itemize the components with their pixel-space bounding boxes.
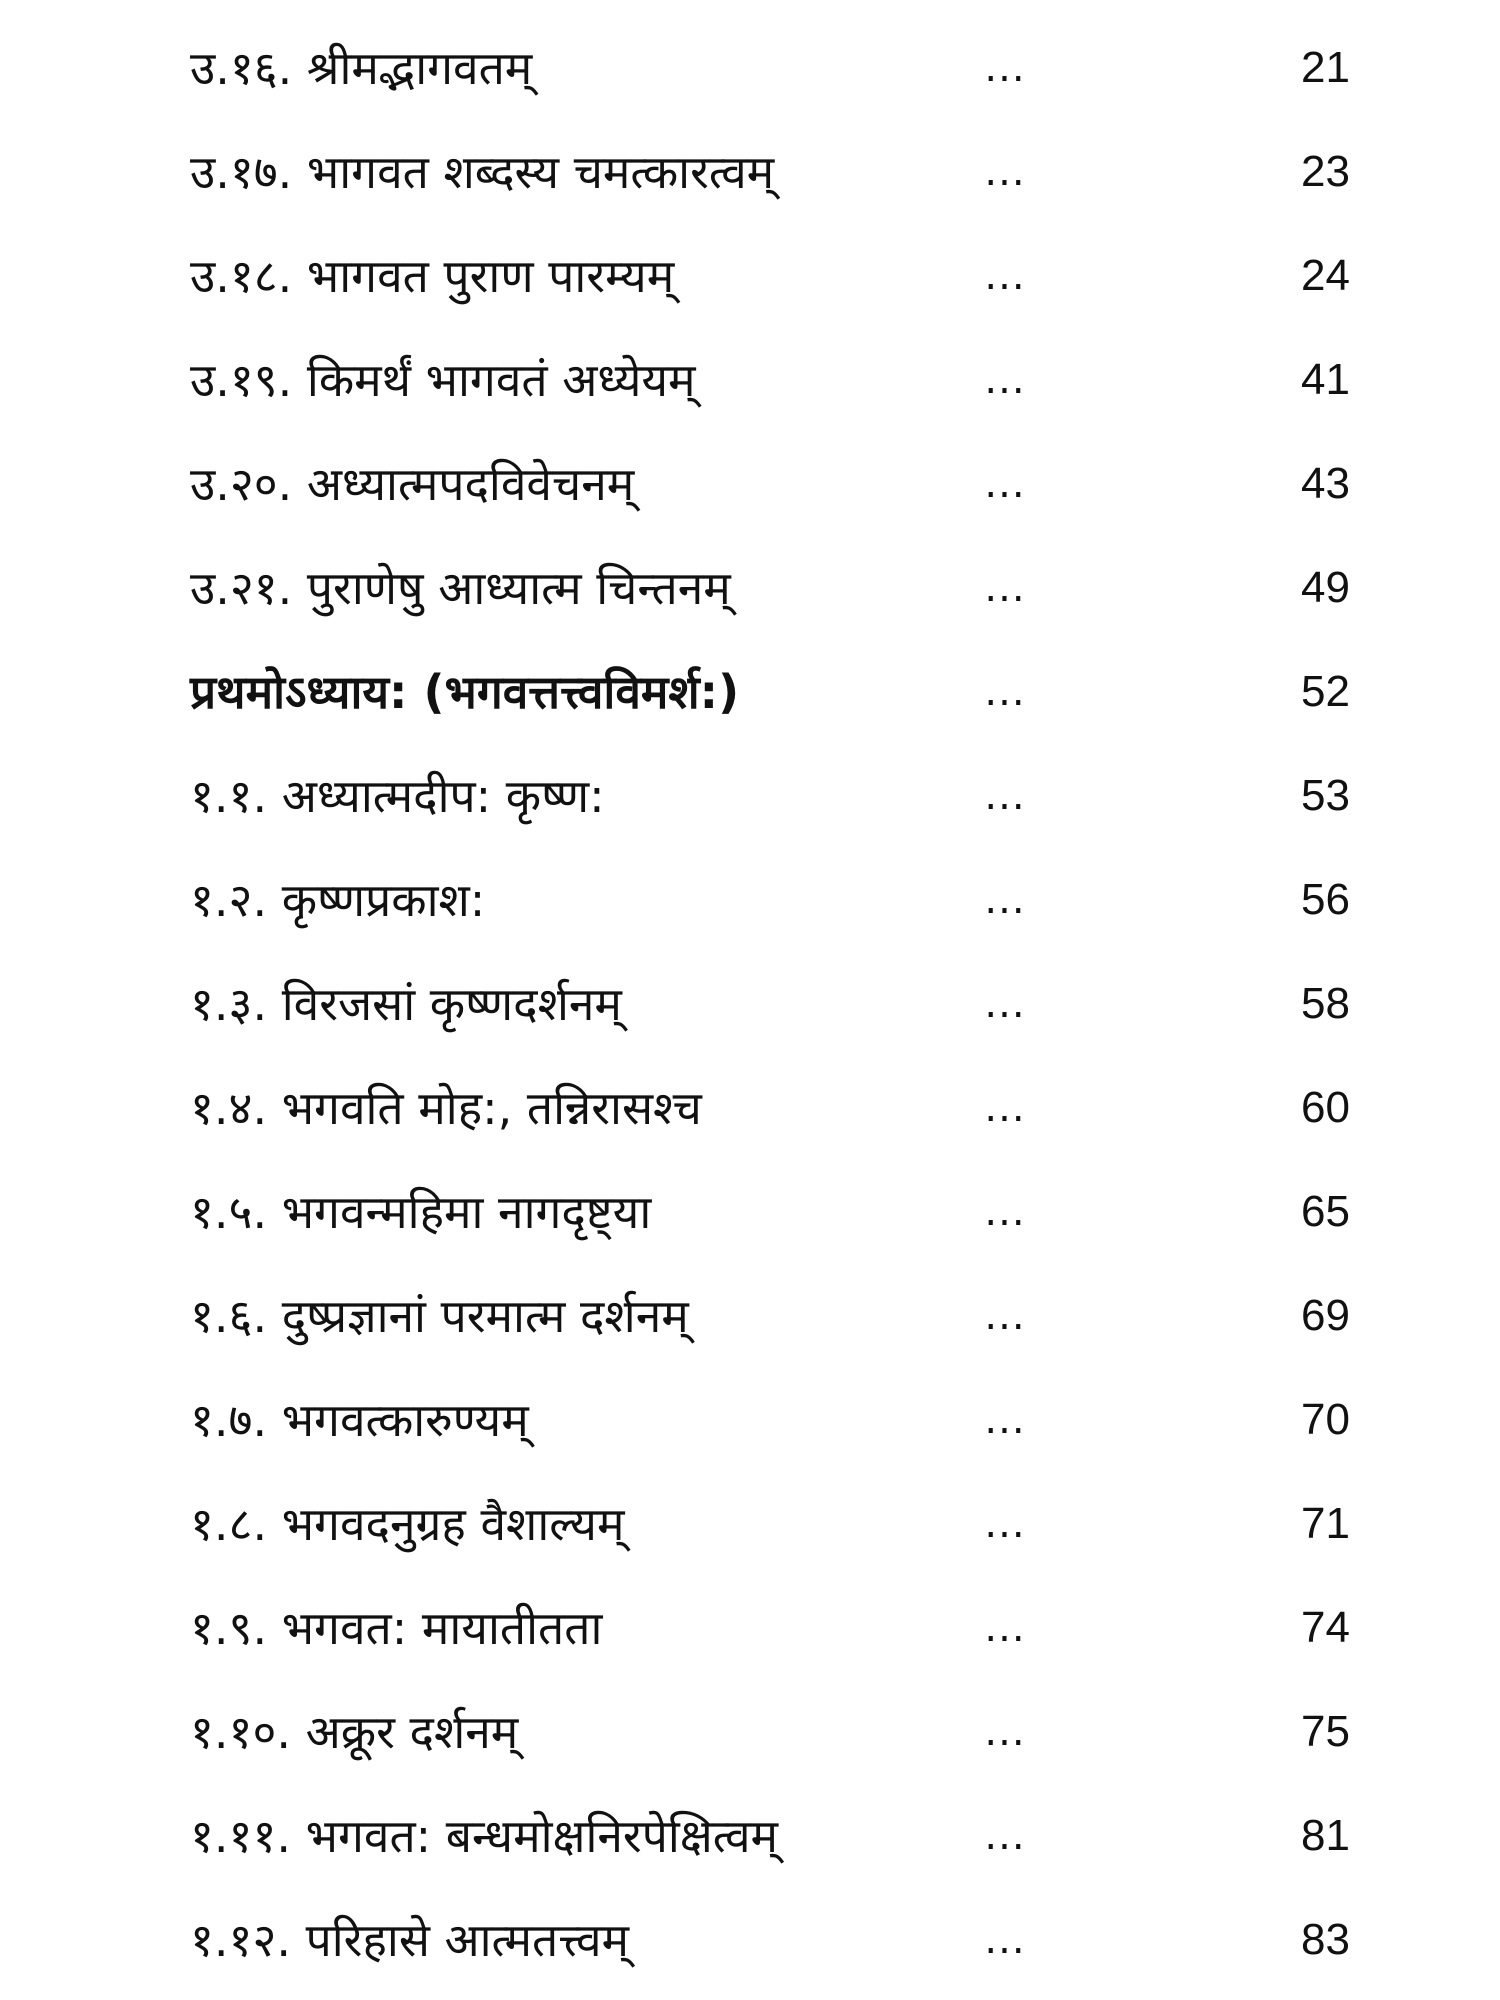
toc-entry-page: 60 bbox=[1301, 1083, 1350, 1132]
toc-entry bbox=[0, 1382, 1500, 1462]
toc-entry bbox=[0, 342, 1500, 422]
toc-entry-page: 70 bbox=[1301, 1395, 1350, 1444]
toc-entry-page: 56 bbox=[1301, 875, 1350, 924]
toc-entry-leader: ... bbox=[984, 1813, 1026, 1859]
toc-entry-page: 65 bbox=[1301, 1187, 1350, 1236]
toc-entry-leader: ... bbox=[984, 1189, 1026, 1235]
toc-entry bbox=[0, 30, 1500, 110]
toc-entry-page: 53 bbox=[1301, 771, 1350, 820]
toc-entry-title: १.१२. परिहासे आत्मतत्त्वम् bbox=[190, 1913, 630, 1967]
toc-entry bbox=[0, 966, 1500, 1046]
toc-entry-leader: ... bbox=[984, 877, 1026, 923]
toc-entry bbox=[0, 1070, 1500, 1150]
toc-entry-page: 23 bbox=[1301, 147, 1350, 196]
toc-entry bbox=[0, 1278, 1500, 1358]
toc-entry-page: 83 bbox=[1301, 1915, 1350, 1964]
toc-entry bbox=[0, 1486, 1500, 1566]
toc-entry bbox=[0, 1694, 1500, 1774]
toc-entry-title: १.११. भगवत: बन्धमोक्षनिरपेक्षित्वम् bbox=[190, 1809, 779, 1863]
toc-entry-page: 69 bbox=[1301, 1291, 1350, 1340]
toc-entry-page: 43 bbox=[1301, 459, 1350, 508]
toc-entry-leader: ... bbox=[984, 1293, 1026, 1339]
toc-entry bbox=[0, 238, 1500, 318]
toc-entry-leader: ... bbox=[984, 461, 1026, 507]
toc-entry-page: 58 bbox=[1301, 979, 1350, 1028]
toc-entry bbox=[0, 1590, 1500, 1670]
toc-entry-leader: ... bbox=[984, 253, 1026, 299]
toc-entry-page: 49 bbox=[1301, 563, 1350, 612]
toc-entry-title: उ.२०. अध्यात्मपदविवेचनम् bbox=[190, 457, 635, 511]
toc-entry-leader: ... bbox=[984, 1501, 1026, 1547]
toc-entry-leader: ... bbox=[984, 565, 1026, 611]
toc-entry-title: १.१. अध्यात्मदीप: कृष्ण: bbox=[190, 769, 605, 823]
toc-entry-leader: ... bbox=[984, 1709, 1026, 1755]
toc-entry-leader: ... bbox=[984, 149, 1026, 195]
toc-entry-title: १.९. भगवत: मायातीतता bbox=[190, 1601, 603, 1655]
toc-entry bbox=[0, 1902, 1500, 1982]
toc-entry-leader: ... bbox=[984, 1397, 1026, 1443]
toc-entry-title: १.४. भगवति मोह:, तन्निरासश्च bbox=[190, 1081, 702, 1135]
toc-entry-leader: ... bbox=[984, 357, 1026, 403]
toc-entry-title: उ.१९. किमर्थं भागवतं अध्येयम् bbox=[190, 353, 696, 407]
toc-entry-title: १.७. भगवत्कारुण्यम् bbox=[190, 1393, 529, 1447]
toc-entry-title: १.६. दुष्प्रज्ञानां परमात्म दर्शनम् bbox=[190, 1289, 689, 1343]
toc-chapter-heading bbox=[0, 654, 1500, 734]
toc-entry-page: 81 bbox=[1301, 1811, 1350, 1860]
toc-entry-title: उ.१८. भागवत पुराण पारम्यम् bbox=[190, 249, 675, 303]
toc-entry bbox=[0, 550, 1500, 630]
toc-entry-title: उ.१६. श्रीमद्भागवतम् bbox=[190, 41, 533, 95]
toc-entry-leader: ... bbox=[984, 981, 1026, 1027]
toc-entry-page: 74 bbox=[1301, 1603, 1350, 1652]
toc-entry-title: १.१०. अक्रूर दर्शनम् bbox=[190, 1705, 519, 1759]
toc-entry-title: १.२. कृष्णप्रकाश: bbox=[190, 873, 486, 927]
toc-entry bbox=[0, 134, 1500, 214]
toc-entry bbox=[0, 758, 1500, 838]
toc-entry-title: उ.१७. भागवत शब्दस्य चमत्कारत्वम् bbox=[190, 145, 775, 199]
toc-entry bbox=[0, 446, 1500, 526]
toc-entry-title: उ.२१. पुराणेषु आध्यात्म चिन्तनम् bbox=[190, 561, 731, 615]
toc-entry-leader: ... bbox=[984, 1605, 1026, 1651]
toc-chapter-title: प्रथमोऽध्याय: (भगवत्तत्त्वविमर्श:) bbox=[190, 665, 740, 719]
toc-entry-title: १.३. विरजसां कृष्णदर्शनम् bbox=[190, 977, 622, 1031]
toc-entry-leader: ... bbox=[984, 669, 1026, 715]
toc-entry-leader: ... bbox=[984, 45, 1026, 91]
toc-entry-leader: ... bbox=[984, 1917, 1026, 1963]
toc-entry-page: 21 bbox=[1301, 43, 1350, 92]
toc-entry-title: १.८. भगवदनुग्रह वैशाल्यम् bbox=[190, 1497, 625, 1551]
toc-entry-title: १.५. भगवन्महिमा नागदृष्ट्या bbox=[190, 1185, 652, 1239]
toc-entry-page: 75 bbox=[1301, 1707, 1350, 1756]
toc-entry-page: 52 bbox=[1301, 667, 1350, 716]
toc-entry bbox=[0, 862, 1500, 942]
toc-entry bbox=[0, 1798, 1500, 1878]
toc-entry-leader: ... bbox=[984, 1085, 1026, 1131]
toc-entry-leader: ... bbox=[984, 773, 1026, 819]
toc-entry-page: 41 bbox=[1301, 355, 1350, 404]
toc-entry-page: 24 bbox=[1301, 251, 1350, 300]
toc-entry-page: 71 bbox=[1301, 1499, 1350, 1548]
toc-entry bbox=[0, 1174, 1500, 1254]
